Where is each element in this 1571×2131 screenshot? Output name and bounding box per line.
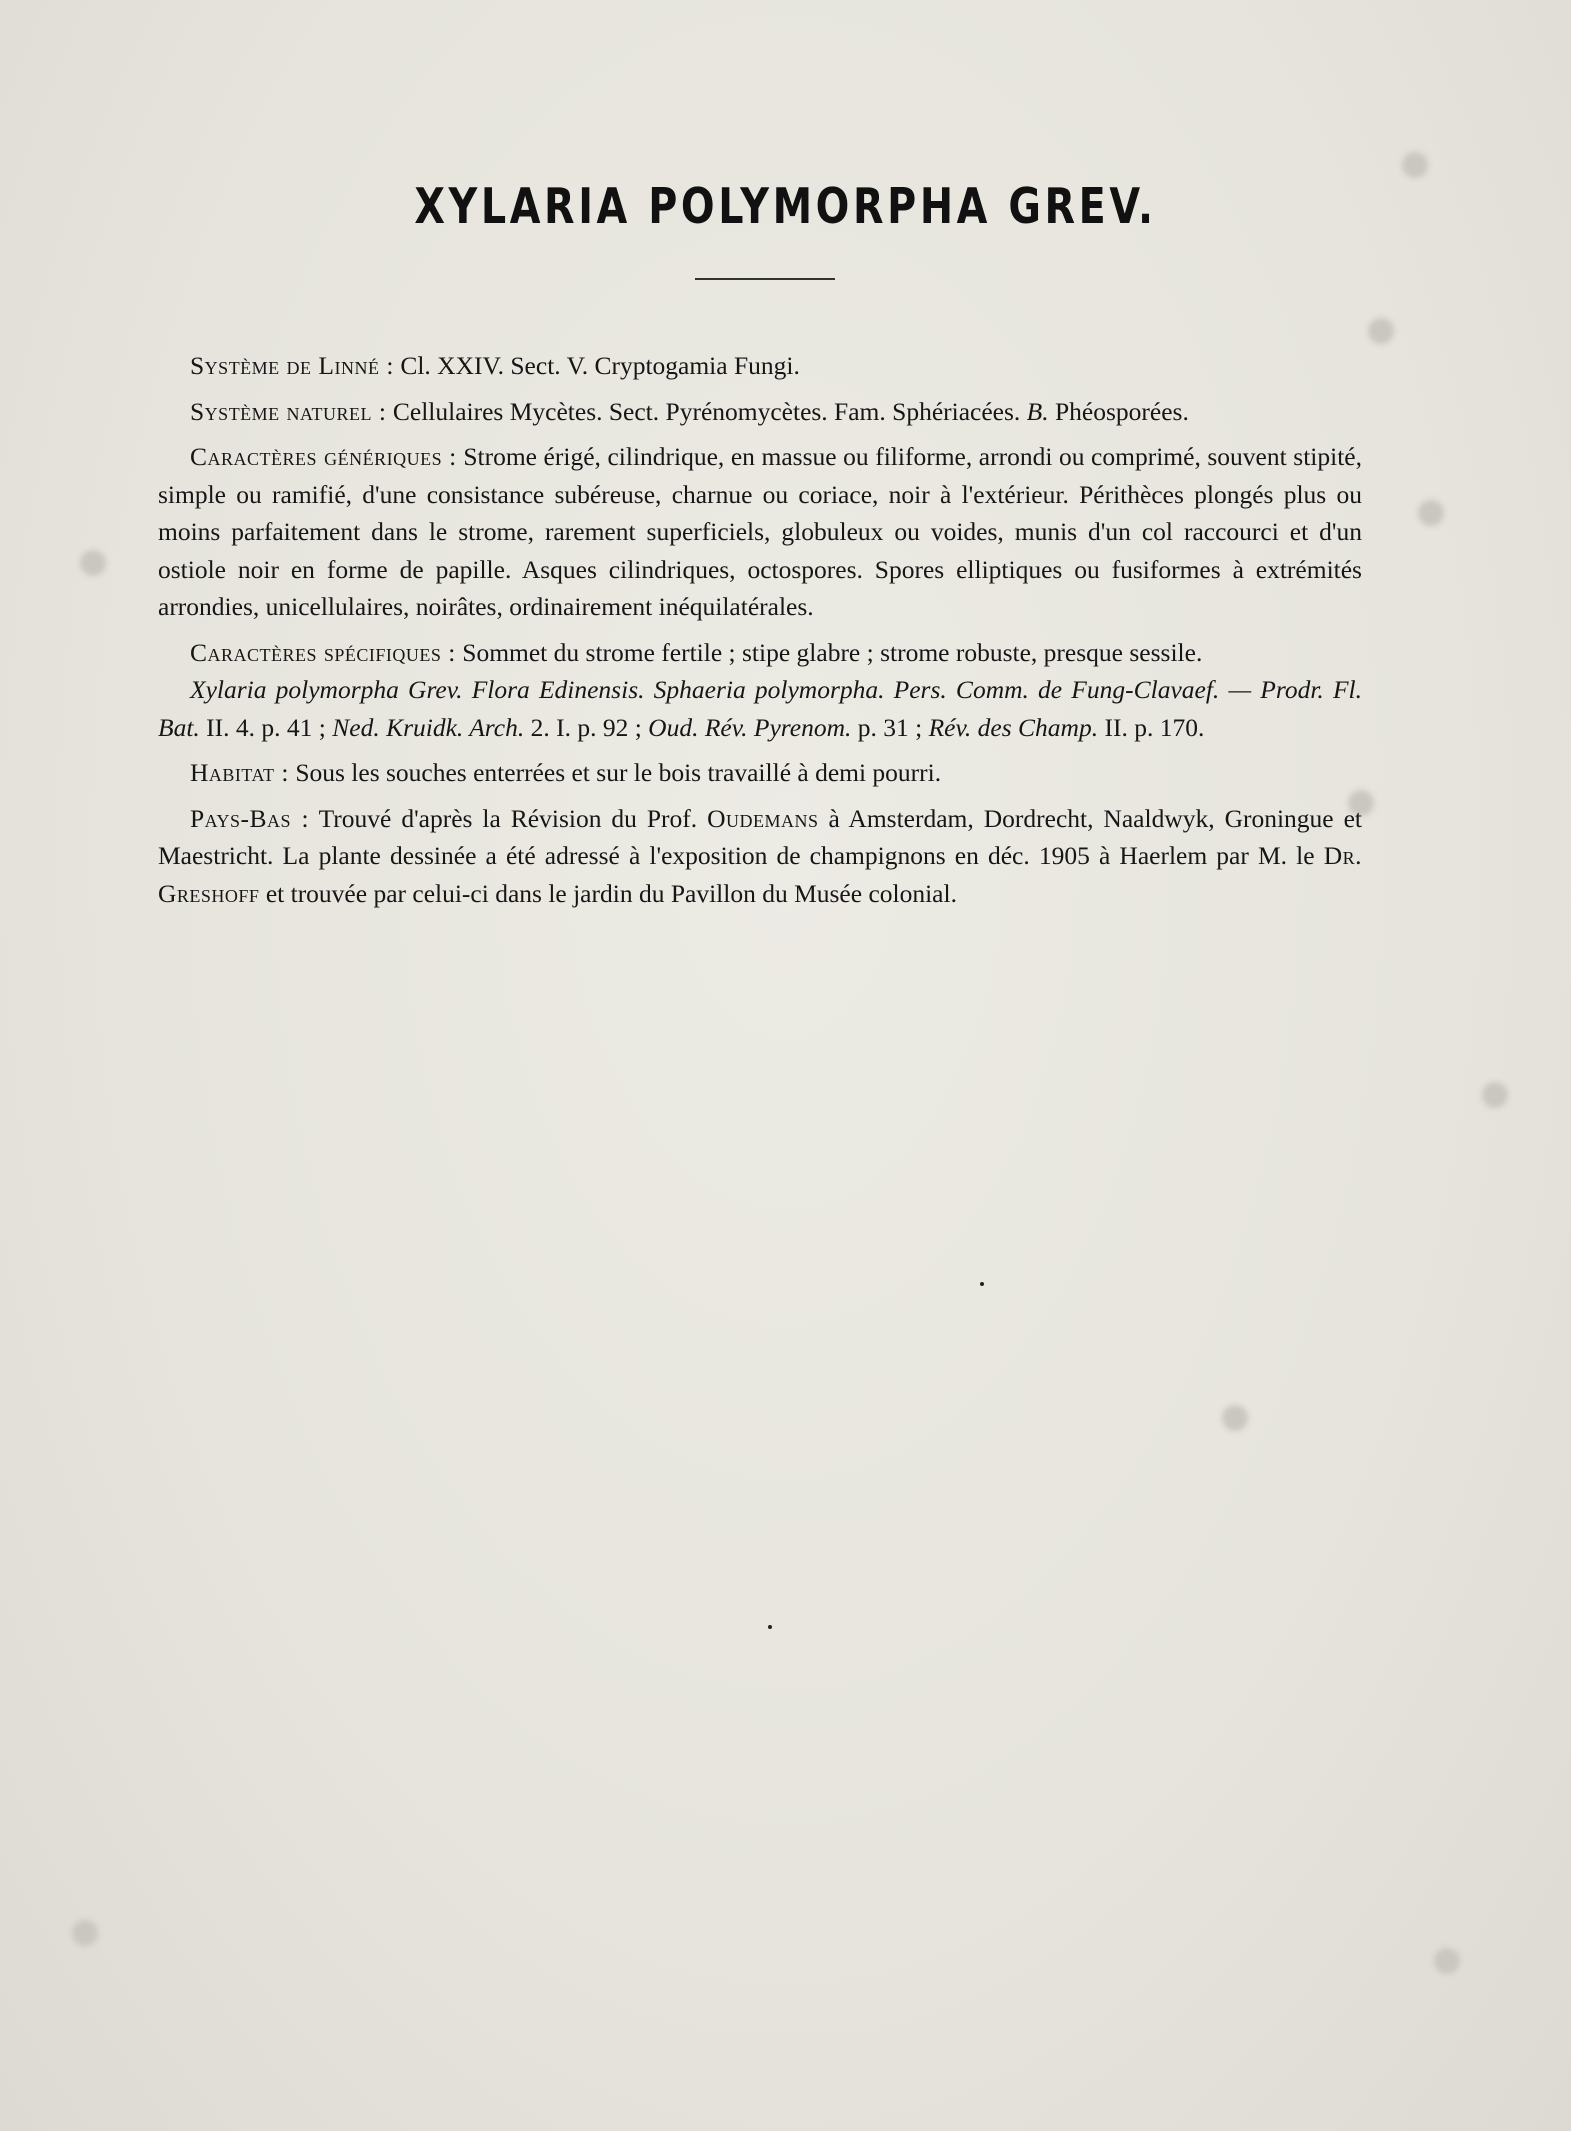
specifiques-paragraph [158, 634, 1362, 672]
ink-speck [980, 1282, 984, 1286]
generiques-paragraph [158, 438, 1362, 626]
specifiques-label: Caractères spécifiques : [190, 637, 456, 667]
reference-6: p. 31 ; [851, 712, 929, 742]
foxing-spot [1482, 1082, 1508, 1108]
naturel-paragraph [158, 393, 1362, 431]
foxing-spot [1222, 1405, 1248, 1431]
habitat-label: Habitat : [190, 758, 289, 787]
naturel-italic: B. [1026, 396, 1049, 426]
main-text [158, 347, 1362, 920]
habitat-paragraph [158, 754, 1362, 792]
generiques-label: Caractères génériques : [190, 442, 457, 471]
foxing-spot [80, 550, 106, 576]
reference-8: II. p. 170. [1098, 712, 1205, 742]
habitat-text: Sous les souches enterrées et sur le bois travaillé à demi pourri. [288, 758, 942, 787]
reference-3: Ned. Kruidk. Arch. [332, 712, 525, 742]
generiques-text: Strome érigé, cilindrique, en massue ou filiforme, arrondi ou comprimé, souvent stipité, simple ou ramifié, d'une consistance subéreuse, charnue ou coriace, noir à l'extérieur. Périthèces plongés plus ou moins parfaitement dans le strome, rarement superficiels, globuleux ou voides, munis d'un col raccourci et d'un ostiole noir en forme de papille. Asques cilindriques, octospores. Spores elliptiques ou fusiformes à extrémités arrondies, unicellulaires, noirâtes, ordinairement inéquilatérales. [158, 442, 1362, 621]
naturel-text-end: Phéosporées. [1048, 396, 1189, 426]
paysbas-text-middle: à Amsterdam, Dordrecht, Naaldwyk, Groningue et Maestricht. La plante dessinée a été adressé à l'exposition de champignons en déc. 1905 à Haerlem par M. le [158, 803, 1362, 870]
page-title: XYLARIA POLYMORPHA GREV. [414, 178, 1157, 235]
reference-1: Xylaria polymorpha Grev. Flora Edinensis. Sphaeria polymorpha. Pers. Comm. de Fung-Clavaef. — Prodr. Fl. Bat. [158, 675, 1362, 742]
foxing-spot [1418, 500, 1444, 526]
naturel-text: Cellulaires Mycètes. Sect. Pyrénomycètes. Fam. Sphériacées. [386, 396, 1027, 426]
foxing-spot [1402, 152, 1428, 178]
reference-7: Rév. des Champ. [928, 712, 1099, 742]
specifiques-text: Sommet du strome fertile ; stipe glabre ; strome robuste, presque sessile. [455, 637, 1203, 667]
foxing-spot [1434, 1948, 1460, 1974]
paysbas-paragraph [158, 800, 1362, 913]
paysbas-text-end: et trouvée par celui-ci dans le jardin du Pavillon du Musée colonial. [259, 878, 957, 908]
naturel-label: Système naturel : [190, 396, 387, 426]
linne-text: Cl. XXIV. Sect. V. Cryptogamia Fungi. [393, 351, 800, 380]
paysbas-name-greshoff: Dr. Greshoff [158, 841, 1362, 908]
paysbas-name-oudemans: Oudemans [707, 803, 819, 833]
reference-5: Oud. Rév. Pyrenom. [648, 712, 852, 742]
ink-speck [768, 1625, 772, 1629]
reference-2: II. 4. p. 41 ; [199, 712, 333, 742]
paysbas-label: Pays-Bas : [190, 803, 310, 833]
linne-paragraph [158, 347, 1362, 385]
title-rule [695, 278, 835, 280]
foxing-spot [72, 1920, 98, 1946]
linne-label: Système de Linné : [190, 351, 394, 380]
references-paragraph [158, 671, 1362, 746]
reference-4: 2. I. p. 92 ; [524, 712, 649, 742]
foxing-spot [1368, 318, 1394, 344]
paysbas-text: Trouvé d'après la Révision du Prof. [309, 803, 708, 833]
